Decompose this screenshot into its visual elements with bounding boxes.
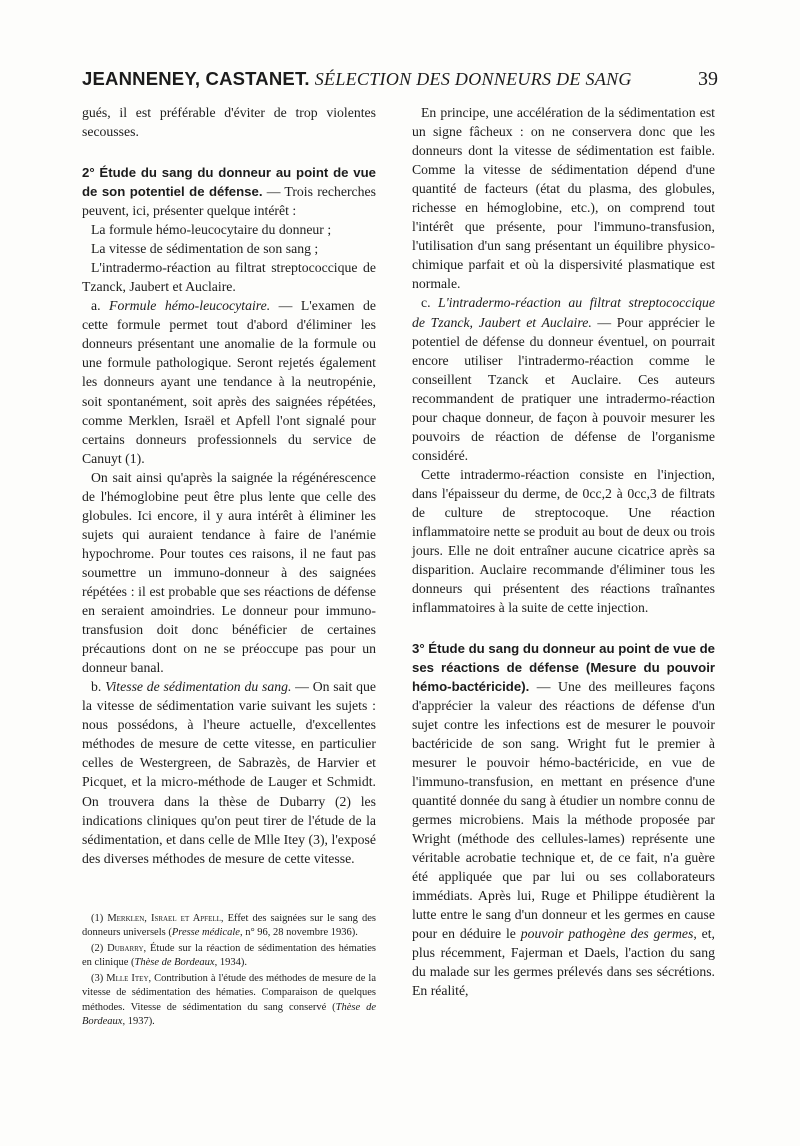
subsection-c: [412, 293, 715, 464]
subsection-label: a.: [91, 298, 101, 314]
footnote-end: , n° 96, 28 novembre 1936).: [239, 927, 358, 939]
right-column: [412, 103, 715, 1000]
footnote-source: Thèse de Bordeaux: [82, 1001, 376, 1027]
subsection-title: L'intradermo-réaction au filtrat streptococcique de Tzanck, Jaubert et Auclaire.: [412, 295, 716, 330]
footnote-author: Merklen, Israel et Apfell: [107, 913, 221, 924]
subsection-text: — On sait que la vitesse de sédimentation varie suivant les sujets : nous possédons, à l'heure actuelle, d'excellentes méthodes de mesure de cette vitesse, en particulier celles de Westergreen, de Sabrazès, de Harvier et Picquet, et la micro-méthode de Lauger et Schmidt. On trouvera dans la thèse de Dubarry (2) les indications cliniques qu'on peut tirer de l'étude de la sédimentation, et dans celle de Mlle Itey (3), l'exposé des diverses méthodes de mesure de cette vitesse.: [82, 679, 376, 866]
subsection-title: Formule hémo-leucocytaire.: [109, 298, 271, 314]
header-subtitle: SÉLECTION DES DONNEURS DE SANG: [314, 69, 632, 89]
section-3-body: — Une des meilleures façons d'apprécier la valeur des réactions de défense d'un sujet contre les infections est de mesurer le pouvoir bactéricide de son sang. Wright fut le premier à mesurer le pouvoir hémo-bactéricide, en vue de l'immuno-transfusion, en mettant en présence d'une quantité donnée du sang à étudier un nombre connu de germes microbiens. Mais la méthode proposée par Wright (méthode des cellules-lames) représente une véritable acrobatie technique et, de ce fait, n'a guère été appliquée que par lui ou ses collaborateurs immédiats. Après lui, Ruge et Philippe étudièrent la lutte entre le sang d'un donneur et les germes en cause pour en déduire le: [412, 679, 715, 942]
subsection-text: — Pour apprécier le potentiel de défense du donneur éventuel, on pourrait encore utiliser l'intradermo-réaction comme le conseillent Tzanck et Auclaire. Ces auteurs recommandent de pratiquer une intradermo-réaction pour chaque donneur, de façon à pouvoir mesurer les pouvoirs de réaction de défense de l'organisme considéré.: [412, 314, 715, 463]
section-3-title: 3° Étude du sang du donneur au point de vue de ses réactions de défense (Mesure du pouvoir hémo-bactéricide).: [412, 641, 715, 695]
section-3-heading: [412, 639, 715, 1000]
list-item: L'intradermo-réaction au filtrat streptococcique de Tzanck, Jaubert et Auclaire.: [82, 260, 376, 295]
section-2-intro: — Trois recherches peuvent, ici, présenter quelque intérêt :: [82, 184, 376, 219]
footnote-2: (2) Dubarry, Étude sur la réaction de sédimentation des hématies en clinique (Thèse de Bordeaux, 1934).: [82, 943, 376, 969]
header-title: [82, 68, 632, 91]
footnote-author: Mlle Itey: [106, 973, 149, 985]
footnote-end: , 1937).: [122, 1015, 155, 1027]
section-3-text: [412, 679, 715, 998]
page-number: 39: [698, 68, 718, 90]
footnote-text: , Contribution à l'étude des méthodes de mesure de la vitesse de sédimentation des hématies. Comparaison de quelques méthodes. Vitesse de sédimentation du sang conservé (: [82, 973, 376, 1013]
footnote-author: Dubarry: [107, 943, 144, 955]
footnotes: [82, 912, 376, 1031]
subsection-label: c.: [421, 295, 431, 311]
paragraph: gués, il est préférable d'éviter de trop violentes secousses.: [82, 105, 376, 140]
subsection-b: [82, 677, 376, 867]
footnote-source: Presse médicale: [171, 927, 240, 939]
subsection-title: Vitesse de sédimentation du sang.: [105, 679, 292, 695]
footnote-text: , Étude sur la réaction de sédimentation des hématies en clinique (: [82, 943, 376, 969]
paragraph: Cette intradermo-réaction consiste en l'injection, dans l'épaisseur du derme, de 0cc,2 à 0cc,3 de filtrats de culture de streptocoque. Une réaction inflammatoire nette se produit au bout de deux ou trois jours. Elle ne doit entraîner aucune cicatrice après sa disparition. Auclaire recommande d'éliminer tous les donneurs qui présentent des réactions traînantes inflammatoires à la suite de cette injection.: [412, 466, 715, 616]
list-item: La formule hémo-leucocytaire du donneur ;: [91, 222, 332, 238]
section-3-italic: pouvoir pathogène des germes: [520, 926, 694, 942]
subsection-label: b.: [91, 679, 102, 695]
footnote-1: (1) Merklen, Israel et Apfell, Effet des saignées sur le sang des donneurs universels (Presse médicale, n° 96, 28 novembre 1936).: [82, 913, 376, 939]
footnote-end: , 1934).: [214, 957, 247, 969]
section-3-end: , et, plus récemment, Fajerman et Daels, l'action du sang du malade sur les germes prélevés dans ses sécrétions. En réalité,: [412, 926, 715, 999]
list-item: La vitesse de sédimentation de son sang ;: [91, 241, 319, 257]
running-header: [82, 68, 718, 91]
section-2-heading: [82, 163, 376, 220]
header-authors: JEANNENEY, CASTANET.: [82, 68, 310, 89]
paragraph: On sait ainsi qu'après la saignée la régénérescence de l'hémoglobine peut être plus lente que celle des globules. Ici encore, il y aura intérêt à éliminer les sujets qui auraient tendance à faire de l'anémie hypochrome. Pour toutes ces raisons, il ne faut pas soumettre un immuno-donneur à des saignées répétées : il est probable que ses réactions de défense en seraient amoindries. Le donneur pour immuno-transfusion doit donc bénéficier de certaines précautions dont on ne se préoccupe pas pour un donneur banal.: [82, 469, 376, 676]
footnote-text: , Effet des saignées sur le sang des donneurs universels (: [82, 913, 376, 939]
section-2-title: 2° Étude du sang du donneur au point de vue de son potentiel de défense.: [82, 165, 376, 200]
footnote-source: Thèse de Bordeaux: [134, 957, 215, 969]
footnote-3: (3) Mlle Itey, Contribution à l'étude des méthodes de mesure de la vitesse de sédimentation des hématies. Comparaison de quelques méthodes. Vitesse de sédimentation du sang conservé (Thèse de Bordeaux, 1937).: [82, 973, 376, 1027]
subsection-a: [82, 296, 376, 467]
paragraph: En principe, une accélération de la sédimentation est un signe fâcheux : on ne conservera donc que les donneurs dont la vitesse de sédimentation est faible. Comme la vitesse de sédimentation dépend d'une quantité de facteurs (état du plasma, des globules, richesse en hémoglobine, etc.), on comprend tout l'intérêt que présente, pour l'immuno-transfusion, l'utilisation d'un sang présentant un équilibre physico-chimique parfait et où la dispersivité plasmatique est normale.: [412, 105, 715, 292]
left-column: [82, 103, 376, 868]
subsection-text: — L'examen de cette formule permet tout d'abord d'éliminer les donneurs présentant une anomalie de la formule ou une formule pathologique. Seront rejetés également les donneurs ayant une tendance à la neutropénie, soit spontanément, soit après des saignées répétées, comme Merklen, Israël et Apfell l'ont signalé pour certains donneurs professionnels du service de Canuyt (1).: [82, 298, 376, 466]
